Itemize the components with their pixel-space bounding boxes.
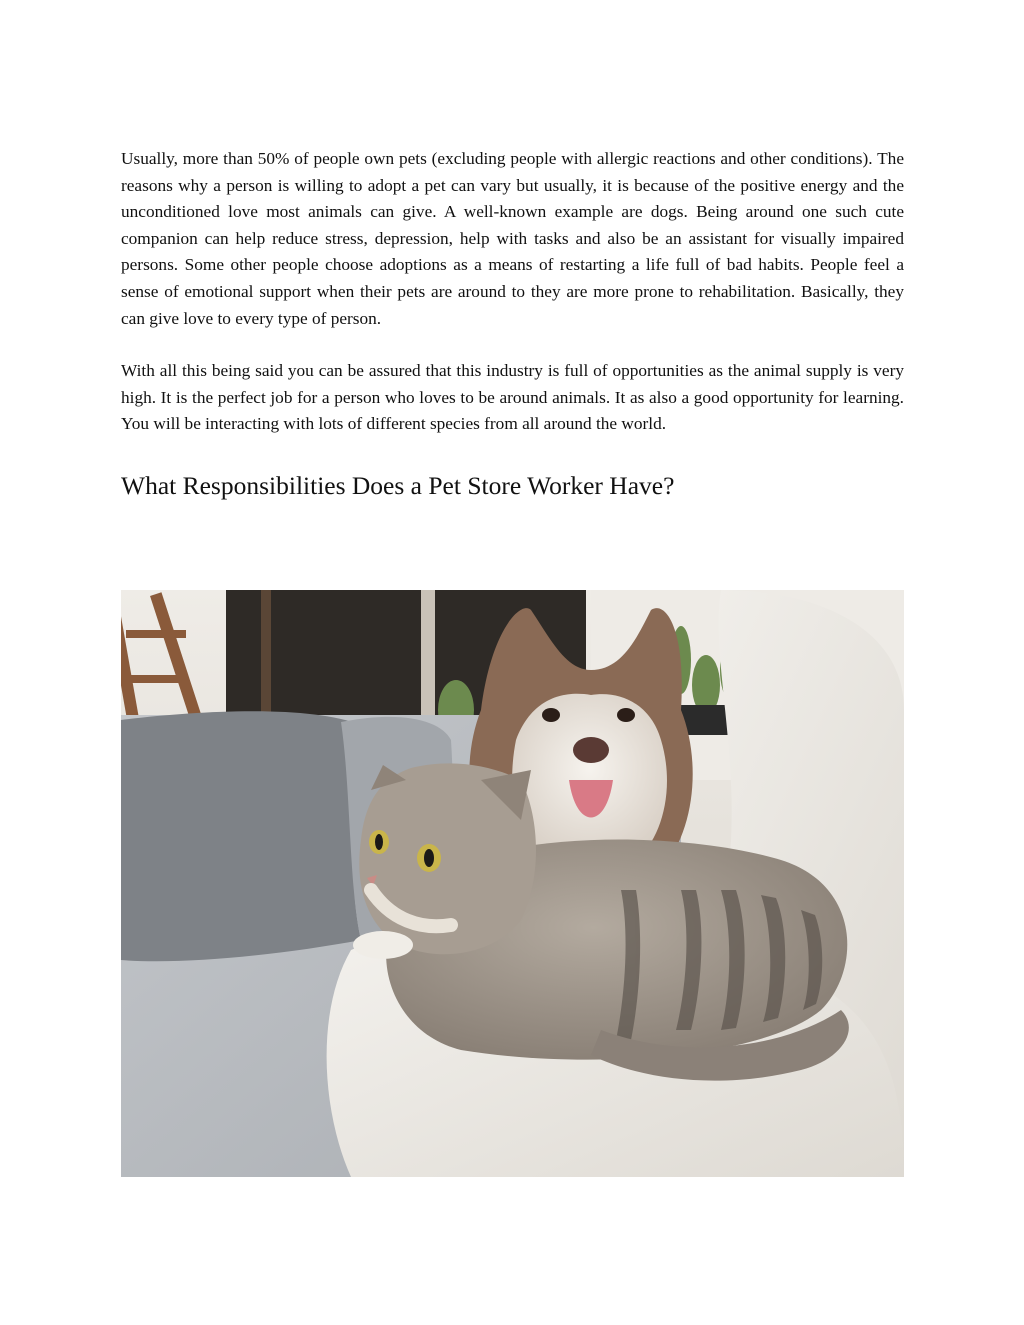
pillow — [121, 711, 361, 961]
paragraph-2: With all this being said you can be assured that this industry is full of opportunities as the animal supply is very high. It is the perfect job for a person who loves to be around animals. It as also a good opportunity for learning. You will be interacting with lots of different species from all around the world. — [121, 361, 904, 434]
document-body — [121, 146, 904, 503]
section-heading: What Responsibilities Does a Pet Store Worker Have? — [121, 470, 675, 500]
pet-photo — [121, 590, 904, 1177]
paragraph-1: Usually, more than 50% of people own pets (excluding people with allergic reactions and other conditions). The reasons why a person is willing to adopt a pet can vary but usually, it is because of the positive energy and the unconditioned love most animals can give. A well-known example are dogs. Being around one such cute companion can help reduce stress, depression, help with tasks and also be an assistant for visually impaired persons. Some other people choose adoptions as a means of restarting a life full of bad habits. People feel a sense of emotional support when their pets are around to they are more prone to rehabilitation. Basically, they can give love to every type of person. — [121, 149, 904, 328]
